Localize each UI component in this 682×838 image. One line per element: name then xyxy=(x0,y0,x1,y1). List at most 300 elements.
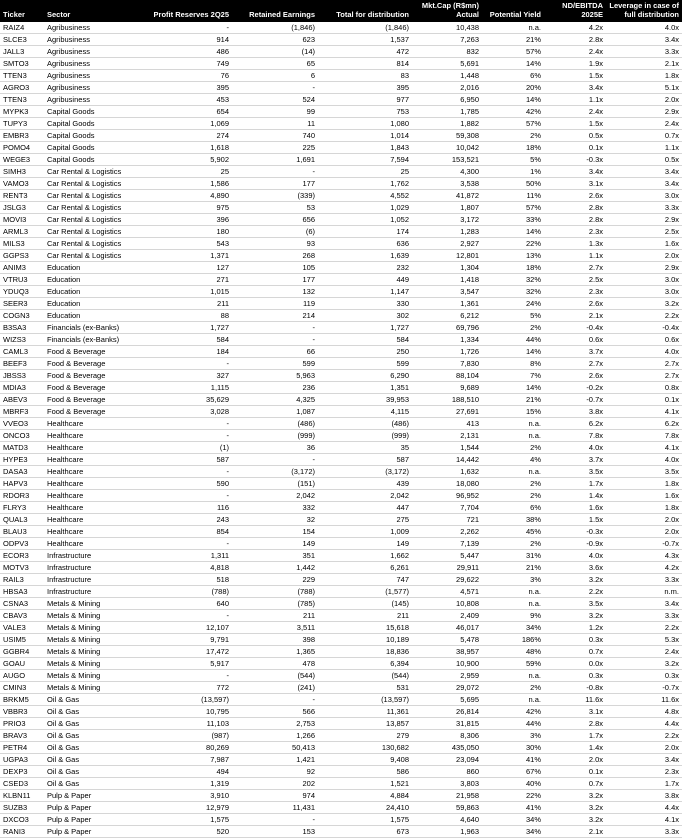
column-header-nd-ebitda: ND/EBITDA 2025E xyxy=(544,0,606,22)
cell-total-for-distribution: 10,189 xyxy=(318,634,412,646)
cell-sector: Agribusiness xyxy=(44,94,148,106)
cell-ticker: AGRO3 xyxy=(0,82,44,94)
cell-potential-yield: 15% xyxy=(482,406,544,418)
cell-nd-ebitda: 2.5x xyxy=(544,274,606,286)
cell-retained-earnings: 351 xyxy=(232,550,318,562)
cell-potential-yield: 2% xyxy=(482,130,544,142)
cell-potential-yield: 2% xyxy=(482,322,544,334)
cell-profit-reserves: 211 xyxy=(148,298,232,310)
table-row xyxy=(0,262,682,274)
table-row xyxy=(0,826,682,838)
cell-retained-earnings: 524 xyxy=(232,94,318,106)
column-header-potential-yield: Potential Yield xyxy=(482,0,544,22)
cell-market-cap: 1,632 xyxy=(412,466,482,478)
cell-total-for-distribution: (3,172) xyxy=(318,466,412,478)
cell-nd-ebitda: 4.2x xyxy=(544,22,606,34)
cell-nd-ebitda: 7.8x xyxy=(544,430,606,442)
cell-leverage: -0.4x xyxy=(606,322,682,334)
cell-sector: Car Rental & Logistics xyxy=(44,226,148,238)
cell-potential-yield: 67% xyxy=(482,766,544,778)
cell-potential-yield: 42% xyxy=(482,706,544,718)
cell-nd-ebitda: 2.0x xyxy=(544,754,606,766)
cell-market-cap: 27,691 xyxy=(412,406,482,418)
cell-ticker: HAPV3 xyxy=(0,478,44,490)
cell-leverage: 4.0x xyxy=(606,346,682,358)
cell-nd-ebitda: 1.1x xyxy=(544,94,606,106)
cell-potential-yield: 6% xyxy=(482,70,544,82)
cell-leverage: 4.1x xyxy=(606,406,682,418)
cell-potential-yield: 3% xyxy=(482,730,544,742)
cell-leverage: 2.2x xyxy=(606,310,682,322)
cell-sector: Education xyxy=(44,298,148,310)
cell-retained-earnings: 1,365 xyxy=(232,646,318,658)
cell-retained-earnings: 119 xyxy=(232,298,318,310)
table-row xyxy=(0,550,682,562)
cell-potential-yield: 11% xyxy=(482,190,544,202)
cell-retained-earnings: 177 xyxy=(232,274,318,286)
cell-market-cap: 5,447 xyxy=(412,550,482,562)
cell-profit-reserves: 116 xyxy=(148,502,232,514)
cell-total-for-distribution: 24,410 xyxy=(318,802,412,814)
cell-retained-earnings: (6) xyxy=(232,226,318,238)
cell-leverage: 3.4x xyxy=(606,34,682,46)
cell-ticker: WIZS3 xyxy=(0,334,44,346)
cell-profit-reserves: 587 xyxy=(148,454,232,466)
cell-profit-reserves: 1,311 xyxy=(148,550,232,562)
cell-leverage: 1.7x xyxy=(606,778,682,790)
cell-profit-reserves: 520 xyxy=(148,826,232,838)
cell-nd-ebitda: 1.7x xyxy=(544,730,606,742)
cell-ticker: JBSS3 xyxy=(0,370,44,382)
cell-market-cap: 7,263 xyxy=(412,34,482,46)
cell-ticker: RENT3 xyxy=(0,190,44,202)
cell-nd-ebitda: 1.5x xyxy=(544,70,606,82)
cell-ticker: B3SA3 xyxy=(0,322,44,334)
cell-profit-reserves: - xyxy=(148,430,232,442)
cell-ticker: TTEN3 xyxy=(0,70,44,82)
cell-profit-reserves: 1,586 xyxy=(148,178,232,190)
cell-nd-ebitda: 2.6x xyxy=(544,190,606,202)
cell-ticker: MILS3 xyxy=(0,238,44,250)
cell-leverage: 4.4x xyxy=(606,718,682,730)
cell-leverage: 5.1x xyxy=(606,82,682,94)
cell-total-for-distribution: 7,594 xyxy=(318,154,412,166)
cell-leverage: 4.8x xyxy=(606,706,682,718)
cell-ticker: AUGO xyxy=(0,670,44,682)
cell-sector: Food & Beverage xyxy=(44,346,148,358)
table-row xyxy=(0,730,682,742)
cell-nd-ebitda: 3.2x xyxy=(544,610,606,622)
cell-total-for-distribution: (999) xyxy=(318,430,412,442)
cell-market-cap: 10,900 xyxy=(412,658,482,670)
cell-sector: Oil & Gas xyxy=(44,706,148,718)
cell-sector: Food & Beverage xyxy=(44,370,148,382)
cell-nd-ebitda: 0.5x xyxy=(544,130,606,142)
cell-total-for-distribution: 83 xyxy=(318,70,412,82)
cell-sector: Pulp & Paper xyxy=(44,790,148,802)
cell-potential-yield: 2% xyxy=(482,490,544,502)
cell-market-cap: 7,139 xyxy=(412,538,482,550)
cell-nd-ebitda: 2.8x xyxy=(544,718,606,730)
cell-market-cap: 413 xyxy=(412,418,482,430)
cell-retained-earnings: (1,846) xyxy=(232,22,318,34)
table-row xyxy=(0,250,682,262)
cell-market-cap: 2,131 xyxy=(412,430,482,442)
cell-total-for-distribution: 1,575 xyxy=(318,814,412,826)
cell-sector: Capital Goods xyxy=(44,130,148,142)
cell-market-cap: 860 xyxy=(412,766,482,778)
cell-leverage: 3.4x xyxy=(606,178,682,190)
cell-market-cap: 5,691 xyxy=(412,58,482,70)
cell-market-cap: 10,042 xyxy=(412,142,482,154)
cell-potential-yield: 9% xyxy=(482,610,544,622)
cell-profit-reserves: 9,791 xyxy=(148,634,232,646)
cell-sector: Healthcare xyxy=(44,526,148,538)
cell-ticker: BLAU3 xyxy=(0,526,44,538)
cell-sector: Capital Goods xyxy=(44,106,148,118)
cell-profit-reserves: 453 xyxy=(148,94,232,106)
cell-ticker: JALL3 xyxy=(0,46,44,58)
cell-potential-yield: 21% xyxy=(482,34,544,46)
cell-leverage: 2.9x xyxy=(606,262,682,274)
cell-nd-ebitda: 6.2x xyxy=(544,418,606,430)
cell-total-for-distribution: 13,857 xyxy=(318,718,412,730)
cell-nd-ebitda: 0.6x xyxy=(544,334,606,346)
table-row xyxy=(0,574,682,586)
cell-market-cap: 153,521 xyxy=(412,154,482,166)
cell-retained-earnings: (339) xyxy=(232,190,318,202)
cell-sector: Education xyxy=(44,286,148,298)
cell-total-for-distribution: 211 xyxy=(318,610,412,622)
cell-market-cap: 38,957 xyxy=(412,646,482,658)
cell-ticker: VVEO3 xyxy=(0,418,44,430)
column-header-ticker: Ticker xyxy=(0,0,44,22)
table-row xyxy=(0,82,682,94)
cell-profit-reserves: 274 xyxy=(148,130,232,142)
table-row xyxy=(0,334,682,346)
table-row xyxy=(0,226,682,238)
cell-total-for-distribution: (1,577) xyxy=(318,586,412,598)
cell-market-cap: 29,622 xyxy=(412,574,482,586)
table-row xyxy=(0,586,682,598)
cell-potential-yield: 21% xyxy=(482,394,544,406)
cell-potential-yield: 41% xyxy=(482,754,544,766)
cell-total-for-distribution: (145) xyxy=(318,598,412,610)
table-row xyxy=(0,502,682,514)
table-row xyxy=(0,118,682,130)
cell-leverage: 0.3x xyxy=(606,670,682,682)
cell-sector: Car Rental & Logistics xyxy=(44,202,148,214)
cell-sector: Capital Goods xyxy=(44,142,148,154)
cell-retained-earnings: 974 xyxy=(232,790,318,802)
cell-profit-reserves: 654 xyxy=(148,106,232,118)
table-row xyxy=(0,46,682,58)
cell-sector: Oil & Gas xyxy=(44,754,148,766)
cell-sector: Infrastructure xyxy=(44,550,148,562)
cell-retained-earnings: (14) xyxy=(232,46,318,58)
table-row xyxy=(0,742,682,754)
cell-ticker: CSNA3 xyxy=(0,598,44,610)
table-row xyxy=(0,790,682,802)
cell-profit-reserves: 4,890 xyxy=(148,190,232,202)
cell-market-cap: 41,872 xyxy=(412,190,482,202)
cell-leverage: -0.7x xyxy=(606,538,682,550)
cell-total-for-distribution: 1,521 xyxy=(318,778,412,790)
cell-potential-yield: 14% xyxy=(482,94,544,106)
cell-potential-yield: 14% xyxy=(482,346,544,358)
cell-profit-reserves: 396 xyxy=(148,214,232,226)
cell-total-for-distribution: 586 xyxy=(318,766,412,778)
cell-market-cap: 1,544 xyxy=(412,442,482,454)
cell-leverage: 2.0x xyxy=(606,514,682,526)
cell-nd-ebitda: 3.1x xyxy=(544,706,606,718)
table-row xyxy=(0,106,682,118)
cell-profit-reserves: 749 xyxy=(148,58,232,70)
cell-ticker: QUAL3 xyxy=(0,514,44,526)
cell-total-for-distribution: 302 xyxy=(318,310,412,322)
cell-retained-earnings: 1,266 xyxy=(232,730,318,742)
cell-market-cap: 7,704 xyxy=(412,502,482,514)
cell-profit-reserves: 243 xyxy=(148,514,232,526)
cell-leverage: 0.1x xyxy=(606,394,682,406)
cell-total-for-distribution: 149 xyxy=(318,538,412,550)
cell-ticker: EMBR3 xyxy=(0,130,44,142)
cell-leverage: 2.2x xyxy=(606,622,682,634)
cell-ticker: MBRF3 xyxy=(0,406,44,418)
cell-retained-earnings: - xyxy=(232,322,318,334)
cell-potential-yield: 6% xyxy=(482,502,544,514)
cell-nd-ebitda: 3.2x xyxy=(544,790,606,802)
cell-potential-yield: 38% xyxy=(482,514,544,526)
cell-nd-ebitda: -0.3x xyxy=(544,154,606,166)
cell-ticker: MOTV3 xyxy=(0,562,44,574)
cell-profit-reserves: 494 xyxy=(148,766,232,778)
cell-nd-ebitda: 3.4x xyxy=(544,82,606,94)
cell-potential-yield: 44% xyxy=(482,334,544,346)
cell-retained-earnings: 2,042 xyxy=(232,490,318,502)
cell-profit-reserves: 184 xyxy=(148,346,232,358)
cell-market-cap: 6,212 xyxy=(412,310,482,322)
cell-retained-earnings: 1,421 xyxy=(232,754,318,766)
cell-leverage: 3.4x xyxy=(606,598,682,610)
cell-total-for-distribution: 1,052 xyxy=(318,214,412,226)
cell-leverage: 1.8x xyxy=(606,70,682,82)
cell-nd-ebitda: 4.0x xyxy=(544,550,606,562)
table-row xyxy=(0,454,682,466)
cell-nd-ebitda: -0.8x xyxy=(544,682,606,694)
cell-sector: Oil & Gas xyxy=(44,778,148,790)
cell-retained-earnings: 229 xyxy=(232,574,318,586)
cell-profit-reserves: 5,917 xyxy=(148,658,232,670)
cell-nd-ebitda: 0.0x xyxy=(544,658,606,670)
cell-retained-earnings: 11,431 xyxy=(232,802,318,814)
cell-leverage: 2.0x xyxy=(606,250,682,262)
cell-retained-earnings: 566 xyxy=(232,706,318,718)
cell-market-cap: 2,959 xyxy=(412,670,482,682)
cell-sector: Metals & Mining xyxy=(44,682,148,694)
cell-profit-reserves: 11,103 xyxy=(148,718,232,730)
table-row xyxy=(0,430,682,442)
cell-market-cap: 1,418 xyxy=(412,274,482,286)
table-row xyxy=(0,478,682,490)
cell-sector: Infrastructure xyxy=(44,574,148,586)
cell-profit-reserves: 10,795 xyxy=(148,706,232,718)
cell-retained-earnings: 66 xyxy=(232,346,318,358)
cell-ticker: POMO4 xyxy=(0,142,44,154)
table-row xyxy=(0,634,682,646)
cell-ticker: RDOR3 xyxy=(0,490,44,502)
table-row xyxy=(0,58,682,70)
cell-profit-reserves: 854 xyxy=(148,526,232,538)
cell-market-cap: 69,796 xyxy=(412,322,482,334)
cell-ticker: MYPK3 xyxy=(0,106,44,118)
cell-retained-earnings: - xyxy=(232,814,318,826)
cell-nd-ebitda: 0.3x xyxy=(544,634,606,646)
cell-sector: Oil & Gas xyxy=(44,730,148,742)
table-row xyxy=(0,718,682,730)
cell-ticker: BRKM5 xyxy=(0,694,44,706)
cell-market-cap: 3,803 xyxy=(412,778,482,790)
cell-leverage: 3.3x xyxy=(606,574,682,586)
cell-leverage: 2.0x xyxy=(606,526,682,538)
cell-sector: Healthcare xyxy=(44,430,148,442)
cell-ticker: RAIL3 xyxy=(0,574,44,586)
cell-ticker: DEXP3 xyxy=(0,766,44,778)
cell-ticker: YDUQ3 xyxy=(0,286,44,298)
cell-leverage: 2.4x xyxy=(606,646,682,658)
cell-leverage: 11.6x xyxy=(606,694,682,706)
cell-potential-yield: 186% xyxy=(482,634,544,646)
cell-potential-yield: 13% xyxy=(482,250,544,262)
cell-profit-reserves: 80,269 xyxy=(148,742,232,754)
cell-potential-yield: n.a. xyxy=(482,598,544,610)
cell-profit-reserves: 584 xyxy=(148,334,232,346)
cell-potential-yield: n.a. xyxy=(482,22,544,34)
cell-retained-earnings: 92 xyxy=(232,766,318,778)
table-row xyxy=(0,802,682,814)
column-header-retained-earnings: Retained Earnings xyxy=(232,0,318,22)
cell-retained-earnings: 65 xyxy=(232,58,318,70)
cell-ticker: GOAU xyxy=(0,658,44,670)
table-row xyxy=(0,766,682,778)
cell-potential-yield: 5% xyxy=(482,154,544,166)
cell-nd-ebitda: 2.1x xyxy=(544,310,606,322)
cell-nd-ebitda: -0.4x xyxy=(544,322,606,334)
cell-total-for-distribution: 1,639 xyxy=(318,250,412,262)
cell-market-cap: 1,963 xyxy=(412,826,482,838)
table-row xyxy=(0,70,682,82)
cell-potential-yield: 1% xyxy=(482,166,544,178)
cell-nd-ebitda: -0.3x xyxy=(544,526,606,538)
cell-market-cap: 3,547 xyxy=(412,286,482,298)
cell-market-cap: 1,785 xyxy=(412,106,482,118)
cell-potential-yield: 5% xyxy=(482,310,544,322)
table-row xyxy=(0,370,682,382)
cell-total-for-distribution: 15,618 xyxy=(318,622,412,634)
cell-leverage: 1.8x xyxy=(606,502,682,514)
cell-sector: Financials (ex-Banks) xyxy=(44,334,148,346)
cell-sector: Food & Beverage xyxy=(44,358,148,370)
cell-nd-ebitda: 3.2x xyxy=(544,574,606,586)
cell-leverage: 3.8x xyxy=(606,790,682,802)
cell-total-for-distribution: 636 xyxy=(318,238,412,250)
cell-leverage: 2.1x xyxy=(606,58,682,70)
cell-total-for-distribution: 1,537 xyxy=(318,34,412,46)
cell-potential-yield: 24% xyxy=(482,298,544,310)
cell-nd-ebitda: 1.1x xyxy=(544,250,606,262)
cell-nd-ebitda: 2.7x xyxy=(544,358,606,370)
table-row xyxy=(0,598,682,610)
cell-profit-reserves: 7,987 xyxy=(148,754,232,766)
cell-market-cap: 6,950 xyxy=(412,94,482,106)
cell-retained-earnings: 332 xyxy=(232,502,318,514)
cell-profit-reserves: 127 xyxy=(148,262,232,274)
cell-ticker: VAMO3 xyxy=(0,178,44,190)
cell-profit-reserves: 914 xyxy=(148,34,232,46)
cell-total-for-distribution: 39,953 xyxy=(318,394,412,406)
cell-total-for-distribution: 1,029 xyxy=(318,202,412,214)
cell-retained-earnings: - xyxy=(232,454,318,466)
cell-sector: Food & Beverage xyxy=(44,382,148,394)
cell-ticker: ODPV3 xyxy=(0,538,44,550)
column-header-leverage-full-distribution: Leverage in case of full distribution xyxy=(606,0,682,22)
cell-nd-ebitda: 2.2x xyxy=(544,586,606,598)
cell-market-cap: 88,104 xyxy=(412,370,482,382)
cell-leverage: 2.7x xyxy=(606,358,682,370)
cell-profit-reserves: 1,115 xyxy=(148,382,232,394)
cell-ticker: USIM5 xyxy=(0,634,44,646)
cell-retained-earnings: 105 xyxy=(232,262,318,274)
table-row xyxy=(0,442,682,454)
cell-sector: Financials (ex-Banks) xyxy=(44,322,148,334)
cell-market-cap: 26,814 xyxy=(412,706,482,718)
cell-potential-yield: 22% xyxy=(482,790,544,802)
cell-ticker: CSED3 xyxy=(0,778,44,790)
cell-profit-reserves: 88 xyxy=(148,310,232,322)
cell-sector: Healthcare xyxy=(44,490,148,502)
table-row xyxy=(0,646,682,658)
cell-sector: Education xyxy=(44,262,148,274)
cell-ticker: SMTO3 xyxy=(0,58,44,70)
cell-ticker: SUZB3 xyxy=(0,802,44,814)
cell-nd-ebitda: 2.3x xyxy=(544,226,606,238)
cell-profit-reserves: 3,028 xyxy=(148,406,232,418)
cell-market-cap: 8,306 xyxy=(412,730,482,742)
cell-profit-reserves: 76 xyxy=(148,70,232,82)
cell-leverage: 3.0x xyxy=(606,286,682,298)
cell-sector: Oil & Gas xyxy=(44,694,148,706)
cell-sector: Car Rental & Logistics xyxy=(44,166,148,178)
cell-potential-yield: 3% xyxy=(482,574,544,586)
cell-profit-reserves: 35,629 xyxy=(148,394,232,406)
cell-nd-ebitda: 0.7x xyxy=(544,646,606,658)
cell-leverage: 2.3x xyxy=(606,766,682,778)
cell-potential-yield: 42% xyxy=(482,106,544,118)
cell-sector: Healthcare xyxy=(44,442,148,454)
cell-potential-yield: 32% xyxy=(482,286,544,298)
cell-retained-earnings: 1,691 xyxy=(232,154,318,166)
cell-total-for-distribution: 9,408 xyxy=(318,754,412,766)
cell-sector: Healthcare xyxy=(44,478,148,490)
table-row xyxy=(0,466,682,478)
table-row xyxy=(0,406,682,418)
cell-sector: Agribusiness xyxy=(44,34,148,46)
cell-market-cap: 2,409 xyxy=(412,610,482,622)
cell-potential-yield: 57% xyxy=(482,46,544,58)
cell-ticker: DASA3 xyxy=(0,466,44,478)
cell-market-cap: 5,695 xyxy=(412,694,482,706)
cell-sector: Metals & Mining xyxy=(44,622,148,634)
